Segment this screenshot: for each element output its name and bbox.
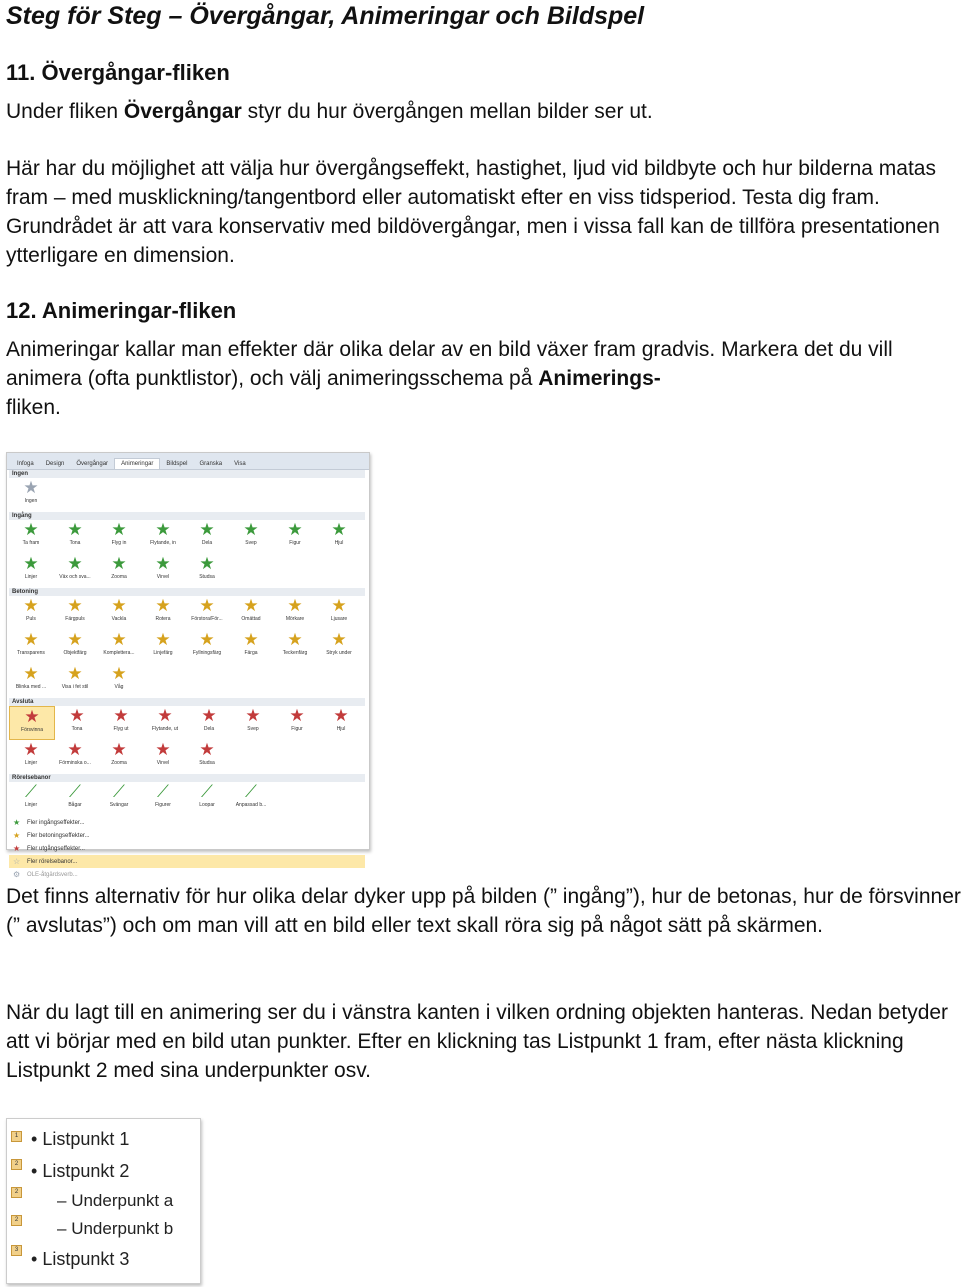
- animation-effect-label: Hjul: [336, 726, 346, 732]
- animation-effect-item[interactable]: [273, 520, 317, 554]
- animation-effect-label: Flytande, ut: [151, 726, 179, 732]
- star-icon: ★: [111, 740, 127, 759]
- animation-effect-item[interactable]: [9, 478, 53, 512]
- list-item: • Listpunkt 2: [31, 1161, 130, 1181]
- animation-effect-label: Färgpuls: [65, 616, 85, 622]
- star-icon: ★: [331, 520, 347, 539]
- ribbon-tabs: [7, 453, 369, 470]
- animation-effect-label: Transparens: [17, 650, 45, 656]
- star-icon: ★: [111, 520, 127, 539]
- document-title: Steg för Steg – Övergångar, Animeringar och Bildspel: [6, 2, 645, 30]
- animation-effect-label: Rotera: [155, 616, 171, 622]
- animation-effect-label: Studsa: [199, 760, 215, 766]
- more-emphasis-effects[interactable]: ★ Fler betoningseffekter...: [13, 831, 90, 840]
- animation-effect-item[interactable]: [185, 554, 229, 588]
- animation-effect-label: Ta fram: [22, 540, 40, 546]
- animation-effect-label: Omättad: [241, 616, 261, 622]
- animation-effect-label: Flyg in: [111, 540, 127, 546]
- animation-effect-item[interactable]: [9, 554, 53, 588]
- tab-infoga[interactable]: Infoga: [17, 461, 34, 467]
- star-icon: ★: [111, 630, 127, 649]
- animation-effect-label: Färga: [244, 650, 258, 656]
- star-icon: ★: [67, 740, 83, 759]
- animation-effect-item[interactable]: [97, 630, 141, 664]
- tab-animeringar[interactable]: Animeringar: [114, 458, 160, 469]
- animation-effect-label: Virvel: [156, 574, 170, 580]
- animation-effect-item[interactable]: [317, 596, 361, 630]
- animation-effect-item[interactable]: [9, 596, 53, 630]
- animation-order-badge: 2: [11, 1159, 22, 1170]
- animation-effect-item[interactable]: [185, 630, 229, 664]
- animation-effect-label: Zooma: [111, 760, 127, 766]
- animation-effect-label: Visa i fet stil: [61, 684, 89, 690]
- star-icon: ★: [287, 630, 303, 649]
- animation-effect-label: Svep: [247, 726, 259, 732]
- animation-effect-label: Figur: [291, 726, 303, 732]
- star-icon: ★: [199, 630, 215, 649]
- star-icon: ★: [23, 664, 39, 683]
- animation-order-badge: 3: [11, 1245, 22, 1256]
- animation-effect-label: Flyg ut: [113, 726, 129, 732]
- tab-overgangar[interactable]: Övergångar: [76, 461, 109, 467]
- list-item: • Listpunkt 3: [31, 1249, 130, 1269]
- star-icon: ★: [155, 740, 171, 759]
- star-icon: ★: [155, 520, 171, 539]
- star-icon: ★: [155, 630, 171, 649]
- animation-effect-label: Vackla: [111, 616, 127, 622]
- star-icon: ★: [23, 554, 39, 573]
- animation-effect-label: Puls: [26, 616, 36, 622]
- star-icon: ★: [245, 706, 261, 725]
- section-11-intro: Under fliken Övergångar styr du hur övergången mellan bilder ser ut.: [6, 100, 653, 123]
- animation-effect-label: Ljusare: [330, 616, 348, 622]
- star-icon: ★: [113, 706, 129, 725]
- animation-effect-item[interactable]: [9, 630, 53, 664]
- animation-effect-item[interactable]: [185, 520, 229, 554]
- animation-effect-item[interactable]: [53, 630, 97, 664]
- paragraph-order: När du lagt till en animering ser du i vänstra kanten i vilken ordning objekten hanteras. Nedan betyder att vi börjar med en bild utan punkter. Efter en klickning tas Listpunkt 1 fram, efter nästa klickning Listpunkt 2 med sina underpunkter osv.: [6, 1001, 949, 1082]
- animation-effect-label: Anpassad b...: [235, 802, 267, 808]
- star-icon: ★: [13, 844, 21, 853]
- section-11-heading: 11. Övergångar-fliken: [6, 60, 230, 85]
- tab-visa[interactable]: Visa: [234, 461, 246, 467]
- animation-effect-label: Förstora/För...: [191, 616, 223, 622]
- animation-effect-item[interactable]: [143, 706, 187, 740]
- animation-effect-label: Våg: [114, 684, 124, 690]
- star-icon: ★: [13, 818, 21, 827]
- animation-effect-item[interactable]: [275, 706, 319, 740]
- animation-effect-item[interactable]: [97, 554, 141, 588]
- animation-gallery: [9, 470, 365, 879]
- animation-effect-item[interactable]: [97, 782, 141, 816]
- animation-effect-item[interactable]: [141, 630, 185, 664]
- animation-effect-label: Fyllningsfärg: [192, 650, 222, 656]
- star-icon: ★: [333, 706, 349, 725]
- star-icon: ★: [13, 831, 21, 840]
- animation-effect-item[interactable]: [99, 706, 143, 740]
- animation-order-badge: 2: [11, 1187, 22, 1198]
- paragraph-effect-types: Det finns alternativ för hur olika delar dyker upp på bilden (” ingång”), hur de betonas, hur de försvinner (” avslutas”) och om man vill att en bild eller text skall röra sig på något sätt på skärmen.: [6, 885, 961, 937]
- star-icon: ⟋: [25, 782, 37, 801]
- animation-effect-item[interactable]: [97, 596, 141, 630]
- star-icon: ★: [23, 630, 39, 649]
- animation-effect-label: Teckenfärg: [282, 650, 308, 656]
- tab-bildspel[interactable]: Bildspel: [166, 461, 188, 467]
- star-icon: ★: [67, 630, 83, 649]
- animation-effect-label: Flytande, in: [150, 540, 176, 546]
- animation-effect-item[interactable]: [141, 740, 185, 774]
- animation-gallery-screenshot: [6, 452, 370, 879]
- animation-effect-label: Dela: [201, 540, 213, 546]
- animation-effect-label: Svep: [245, 540, 257, 546]
- section-exit: Avsluta: [9, 698, 365, 706]
- star-icon: ★: [287, 520, 303, 539]
- star-icon: ★: [23, 740, 39, 759]
- animation-order-badge: 1: [11, 1131, 22, 1142]
- list-subitem: – Underpunkt a: [57, 1191, 174, 1210]
- animation-effect-item[interactable]: [141, 596, 185, 630]
- animation-effect-item[interactable]: [185, 596, 229, 630]
- star-icon: ★: [243, 596, 259, 615]
- animation-effect-item[interactable]: [229, 782, 273, 816]
- animation-effect-label: Väx och sva...: [59, 574, 91, 580]
- animation-effect-item[interactable]: [97, 520, 141, 554]
- star-icon: ★: [243, 630, 259, 649]
- star-icon: ★: [243, 520, 259, 539]
- animation-effect-item[interactable]: [185, 740, 229, 774]
- section-entrance: Ingång: [9, 512, 365, 520]
- star-icon: ⟋: [245, 782, 257, 801]
- animation-effect-label: Försvinna: [21, 727, 43, 733]
- animation-effect-item[interactable]: [273, 596, 317, 630]
- star-icon: ★: [23, 596, 39, 615]
- animation-effect-item[interactable]: [53, 596, 97, 630]
- animation-effect-item[interactable]: [229, 630, 273, 664]
- gear-icon: ⚙: [13, 870, 21, 879]
- star-icon: ★: [287, 596, 303, 615]
- tab-granska[interactable]: Granska: [199, 461, 223, 467]
- animation-effect-label: Objektfärg: [63, 650, 87, 656]
- animation-order-badge: 2: [11, 1215, 22, 1226]
- animation-effect-label: Linjer: [24, 760, 38, 766]
- star-icon: ★: [199, 740, 215, 759]
- star-icon: ★: [199, 596, 215, 615]
- star-icon: ★: [111, 596, 127, 615]
- star-icon: ★: [67, 520, 83, 539]
- star-icon: ★: [111, 664, 127, 683]
- animation-effect-label: Linjer: [24, 574, 38, 580]
- animation-effect-item[interactable]: [53, 740, 97, 774]
- bullet-list-screenshot: [6, 1118, 201, 1284]
- tab-design[interactable]: Design: [45, 461, 65, 467]
- section-motion-paths: Rörelsebanor: [9, 774, 365, 782]
- star-icon: ★: [23, 520, 39, 539]
- animation-effect-label: Mörkare: [285, 616, 305, 622]
- animation-effect-item[interactable]: [53, 554, 97, 588]
- list-subitem: – Underpunkt b: [57, 1219, 174, 1238]
- star-icon: ★: [69, 706, 85, 725]
- star-icon: ★: [331, 630, 347, 649]
- animation-effect-label: Figurer: [155, 802, 171, 808]
- star-icon: ★: [155, 596, 171, 615]
- animation-effect-item[interactable]: [55, 706, 99, 740]
- star-icon: ★: [199, 554, 215, 573]
- star-icon: ★: [23, 478, 39, 497]
- animation-effect-item[interactable]: [187, 706, 231, 740]
- animation-effect-label: Studsa: [199, 574, 215, 580]
- star-icon: ★: [24, 707, 40, 726]
- star-icon: ★: [111, 554, 127, 573]
- star-icon: ⟋: [69, 782, 81, 801]
- section-12-heading: 12. Animeringar-fliken: [6, 298, 237, 323]
- animation-effect-item[interactable]: [273, 630, 317, 664]
- animation-effect-item[interactable]: [317, 630, 361, 664]
- animation-effect-label: Linjer: [24, 802, 38, 808]
- animation-effect-label: Blinka med ...: [15, 684, 47, 690]
- animation-effect-label: Tona: [69, 540, 81, 546]
- star-icon: ★: [201, 706, 217, 725]
- star-icon: ⟋: [157, 782, 169, 801]
- animation-effect-label: Stryk under: [326, 650, 352, 656]
- animation-effect-label: Förminska o...: [59, 760, 91, 766]
- animation-effect-label: Zooma: [111, 574, 127, 580]
- section-11-body: Här har du möjlighet att välja hur övergångseffekt, hastighet, ljud vid bildbyte och hur bilderna matas fram – med musklickning/tangentbord eller automatiskt efter en viss tidsperiod. Testa dig fram. Grundrådet är att vara konservativ med bildövergångar, men i vissa fall kan de tillföra presentationen ytterligare en dimension.: [6, 157, 940, 267]
- list-item: • Listpunkt 1: [31, 1129, 130, 1149]
- animation-effect-item[interactable]: [9, 706, 55, 740]
- animation-effect-label: Komplettera...: [103, 650, 135, 656]
- animation-effect-item[interactable]: [319, 706, 363, 740]
- animation-effect-item[interactable]: [53, 664, 97, 698]
- animation-effect-item[interactable]: [53, 782, 97, 816]
- ole-action-verbs[interactable]: ⚙ OLE-åtgärdsverb...: [13, 870, 78, 879]
- star-icon: ★: [155, 554, 171, 573]
- star-icon: ★: [67, 664, 83, 683]
- star-icon: ⟋: [113, 782, 125, 801]
- animation-effect-item[interactable]: [9, 520, 53, 554]
- section-emphasis: Betoning: [9, 588, 365, 596]
- animation-effect-item[interactable]: [9, 782, 53, 816]
- section-none: Ingen: [9, 470, 365, 478]
- animation-effect-item[interactable]: [229, 520, 273, 554]
- animation-effect-label: Linjefärg: [153, 650, 173, 656]
- star-icon: ⟋: [201, 782, 213, 801]
- animation-effect-item[interactable]: [9, 740, 53, 774]
- animation-effect-item[interactable]: [53, 520, 97, 554]
- more-entrance-effects[interactable]: ★ Fler ingångseffekter...: [13, 818, 85, 827]
- animation-effect-item[interactable]: [9, 664, 53, 698]
- star-icon: ★: [157, 706, 173, 725]
- animation-effect-item[interactable]: [229, 596, 273, 630]
- animation-effect-label: Virvel: [156, 760, 170, 766]
- animation-effect-item[interactable]: [141, 520, 185, 554]
- animation-effect-label: Figur: [289, 540, 301, 546]
- animation-effect-item[interactable]: [185, 782, 229, 816]
- more-motion-paths[interactable]: ☆ Fler rörelsebanor...: [9, 855, 365, 868]
- animation-effect-item[interactable]: [141, 782, 185, 816]
- star-icon: ★: [199, 520, 215, 539]
- animation-effect-item[interactable]: [317, 520, 361, 554]
- star-icon: ★: [289, 706, 305, 725]
- animation-effect-label: Dela: [203, 726, 215, 732]
- animation-effect-item[interactable]: [231, 706, 275, 740]
- animation-effect-label: Ingen: [24, 498, 38, 504]
- animation-effect-label: Hjul: [334, 540, 344, 546]
- star-icon: ★: [67, 596, 83, 615]
- star-icon: ★: [331, 596, 347, 615]
- animation-effect-item[interactable]: [97, 740, 141, 774]
- more-exit-effects[interactable]: ★ Fler utgångseffekter...: [13, 844, 85, 853]
- animation-effect-item[interactable]: [141, 554, 185, 588]
- animation-effect-item[interactable]: [97, 664, 141, 698]
- section-12-body: Animeringar kallar man effekter där olika delar av en bild växer fram gradvis. Markera det du vill animera (ofta punktlistor), och välj animeringsschema på Animerings- fliken.: [6, 338, 893, 419]
- star-icon: ★: [67, 554, 83, 573]
- animation-effect-label: Bågar: [68, 802, 82, 808]
- star-icon: ☆: [13, 857, 21, 866]
- animation-effect-label: Svängar: [109, 802, 129, 808]
- animation-effect-label: Loopar: [199, 802, 215, 808]
- animation-effect-label: Tona: [71, 726, 83, 732]
